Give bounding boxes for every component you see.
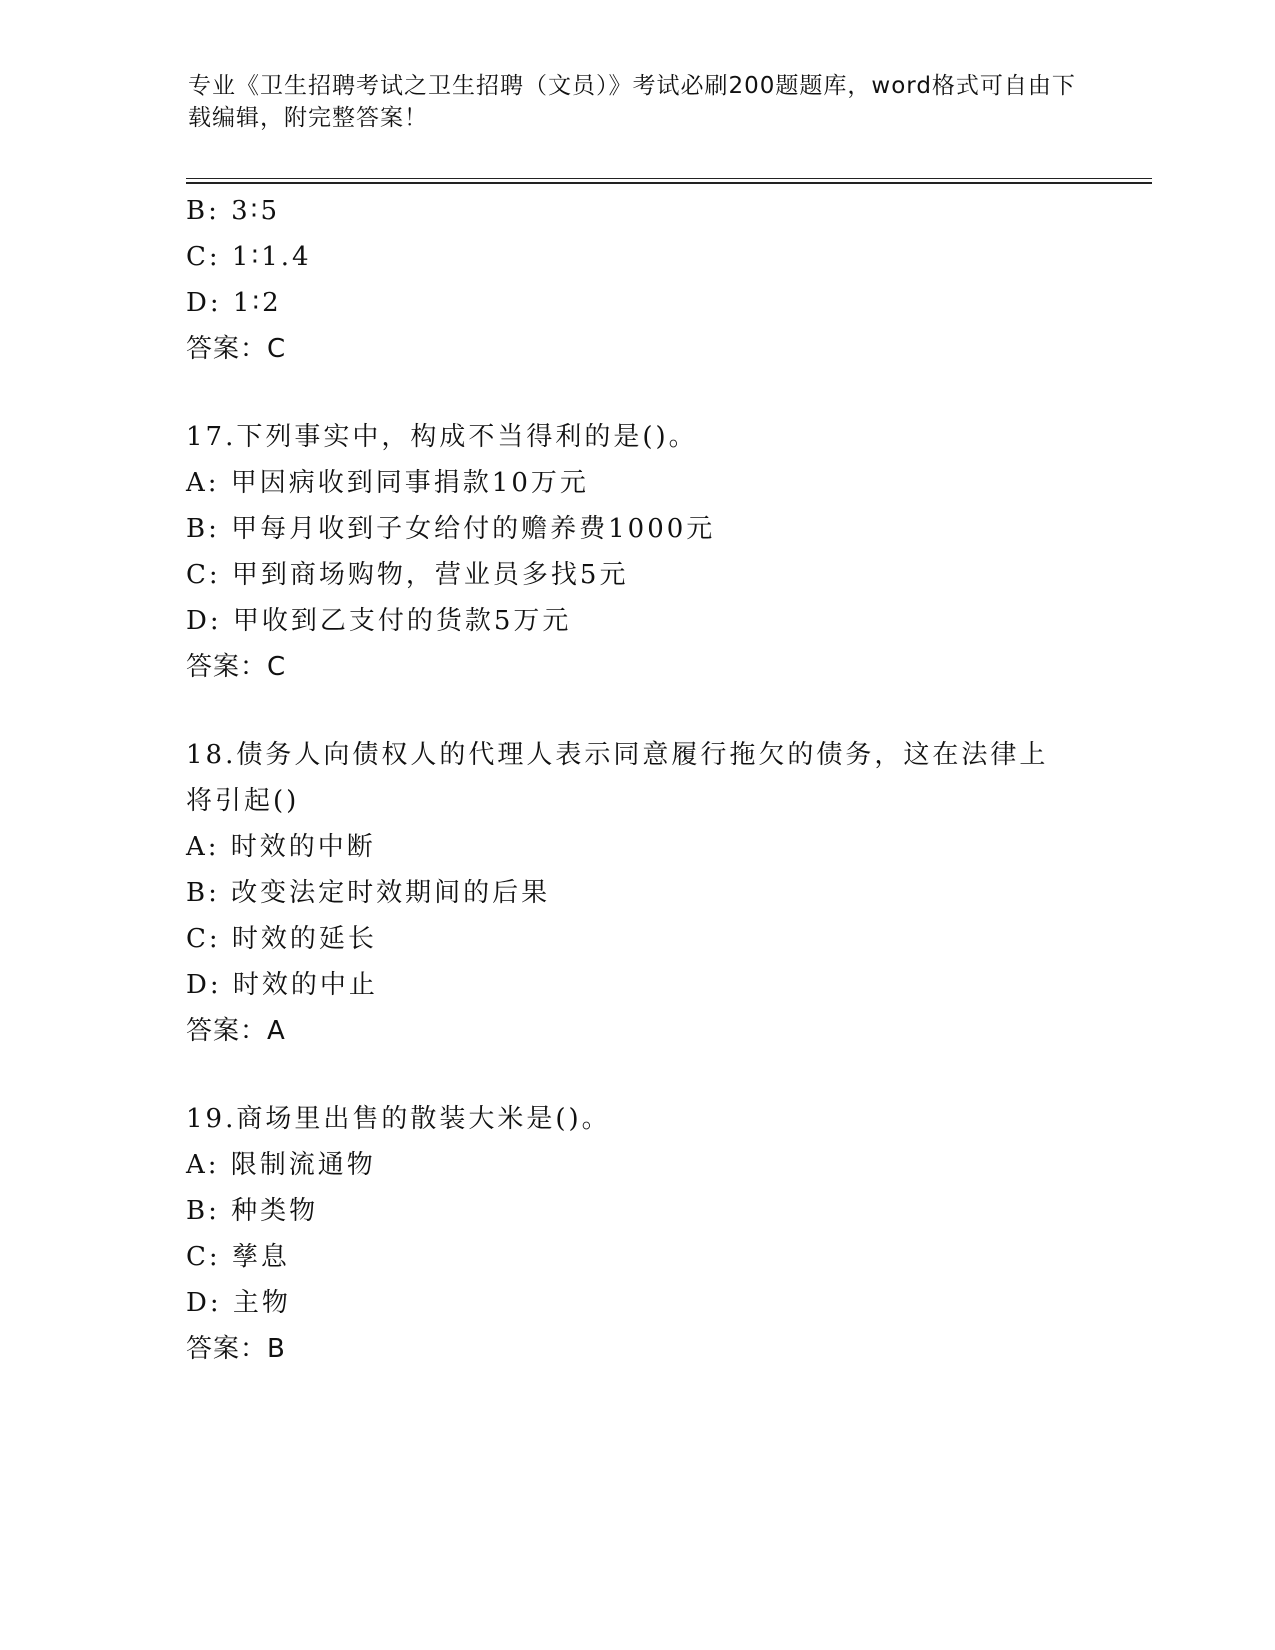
question-16-tail	[186, 188, 1126, 372]
question-stem: 18.债务人向债权人的代理人表示同意履行拖欠的债务，这在法律上将引起()	[186, 740, 1049, 816]
option-d: D: 1∶2	[186, 288, 282, 318]
spacer	[186, 690, 1126, 732]
header-divider-thin	[186, 178, 1152, 179]
question-stem: 19.商场里出售的散装大米是()。	[186, 1104, 611, 1134]
question-18	[186, 732, 1126, 1054]
option-b: B: 种类物	[186, 1196, 319, 1226]
option-c: C: 孳息	[186, 1242, 290, 1272]
header-divider-thick	[186, 182, 1152, 184]
answer-line: 答案：A	[186, 1016, 286, 1046]
option-a: A: 甲因病收到同事捐款10万元	[186, 468, 589, 498]
option-c: C: 1∶1.4	[186, 242, 312, 272]
question-list	[186, 188, 1126, 1372]
option-a: A: 时效的中断	[186, 832, 376, 862]
document-header: 专业《卫生招聘考试之卫生招聘（文员）》考试必刷200题题库，word格式可自由下载编辑，附完整答案！	[188, 73, 1076, 131]
question-stem: 17.下列事实中，构成不当得利的是()。	[186, 422, 698, 452]
question-17	[186, 414, 1126, 690]
spacer	[186, 1054, 1126, 1096]
spacer	[186, 372, 1126, 414]
option-d: D: 甲收到乙支付的货款5万元	[186, 606, 572, 636]
option-d: D: 时效的中止	[186, 970, 378, 1000]
question-19	[186, 1096, 1126, 1372]
answer-line: 答案：C	[186, 334, 287, 364]
option-d: D: 主物	[186, 1288, 291, 1318]
answer-line: 答案：B	[186, 1334, 286, 1364]
option-c: C: 甲到商场购物，营业员多找5元	[186, 560, 629, 590]
option-b: B: 3∶5	[186, 196, 280, 226]
option-a: A: 限制流通物	[186, 1150, 376, 1180]
answer-line: 答案：C	[186, 652, 287, 682]
option-b: B: 改变法定时效期间的后果	[186, 878, 551, 908]
option-b: B: 甲每月收到子女给付的赡养费1000元	[186, 514, 716, 544]
option-c: C: 时效的延长	[186, 924, 377, 954]
